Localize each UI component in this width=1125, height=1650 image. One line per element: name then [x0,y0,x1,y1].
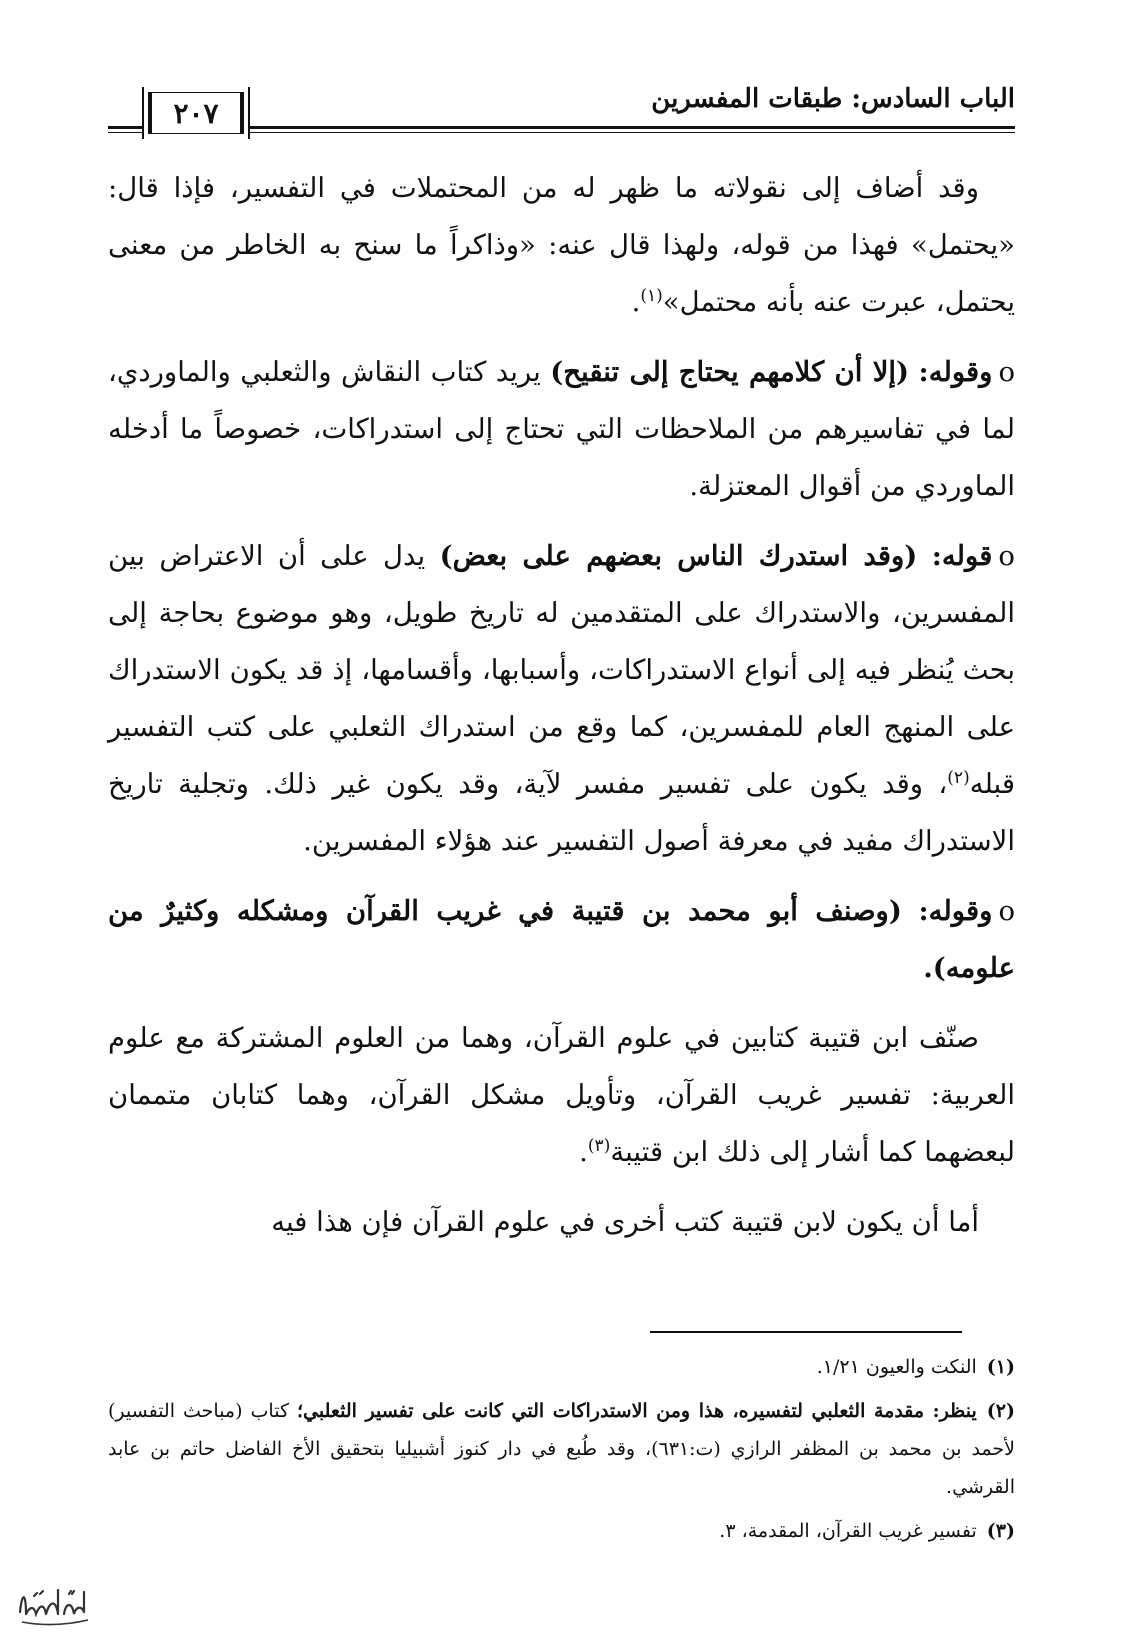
chapter-title: الباب السادس: طبقات المفسرين [651,84,1015,114]
page-number-frame [148,92,244,134]
footnote-2-head: ينظر: مقدمة الثعلبي لتفسيره، هذا ومن الاستدراكات التي كانت على تفسير الثعلبي؛ [297,1400,977,1422]
paragraph-6 [108,1194,1015,1251]
footnote-2-text: كتاب (مباحث التفسير) لأحمد بن محمد بن المظفر الرازي (ت:٦٣١)، وقد طُبع في دار كنوز أشبيليا بتحقيق الأخ الفاضل حاتم بن عابد القرشي. [108,1400,1015,1498]
footnote-2-number: (٢) [986,1400,1015,1422]
paragraph-1-end: . [631,286,641,318]
footnote-3-number: (٣) [986,1520,1015,1542]
header-rule-left-thick [108,126,142,129]
footnotes [108,1348,1015,1556]
footnote-2 [108,1392,1015,1506]
paragraph-4-quote: (وصنف أبو محمد بن قتيبة في غريب القرآن ومشكله وكثيرٌ من علومه). [108,895,1015,984]
paragraph-2-lead: وقوله: [918,356,993,388]
header-rule-thick [250,126,1015,129]
paragraph-3-quote: (وقد استدرك الناس بعضهم على بعض) [439,540,918,572]
header-rule-left-thin [108,132,142,133]
footnote-3 [108,1512,1015,1550]
paragraph-1-text: وقد أضاف إلى نقولاته ما ظهر له من المحتملات في التفسير، فإذا قال: «يحتمل» فهذا من قوله، ولهذا قال عنه: «وذاكراً ما سنح به الخاطر من معنى يحتمل، عبرت عنه بأنه محتمل» [108,172,1015,318]
paragraph-3-text-a: يدل على أن الاعتراض بين المفسرين، والاستدراك على المتقدمين له تاريخ طويل، وهو موضوع بحاجة إلى بحث يُنظر فيه إلى أنواع الاستدراكات، وأسبابها، وأقسامها، إذ قد يكون الاستدراك على المنهج العام للمفسرين، كما وقع من استدراك الثعلبي على كتب التفسير قبله [108,540,1015,800]
paragraph-3-text-b: ، وقد يكون على تفسير مفسر لآية، وقد يكون غير ذلك. وتجلية تاريخ الاستدراك مفيد في معرفة أصول التفسير عند هؤلاء المفسرين. [108,768,1015,857]
footnote-3-text: تفسير غريب القرآن، المقدمة، ٣. [719,1520,977,1542]
paragraph-2-text: يريد كتاب النقاش والثعلبي والماوردي، لما في تفاسيرهم من الملاحظات التي تحتاج إلى استدراكات، خصوصاً ما أدخله الماوردي من أقوال المعتزلة. [108,356,1015,502]
footnote-1 [108,1348,1015,1386]
footnote-ref-1: (١) [640,285,663,306]
paragraph-2-quote: (إلا أن كلامهم يحتاج إلى تنقيح) [550,356,910,388]
main-text [108,160,1015,1264]
page-number: ٢٠٧ [173,96,219,130]
almeshkat-logo-icon [14,1582,94,1632]
paragraph-4-lead: وقوله: [918,895,993,927]
running-header [108,80,1015,140]
paragraph-3-lead: قوله: [931,540,993,572]
bullet-icon: o [998,356,1016,388]
paragraph-5 [108,1010,1015,1181]
bullet-icon: o [998,895,1015,927]
footnote-ref-2: (٢) [947,767,970,788]
paragraph-1 [108,160,1015,331]
header-rule-thin [250,132,1015,133]
paragraph-6-text: أما أن يكون لابن قتيبة كتب أخرى في علوم القرآن فإن هذا فيه [271,1206,979,1238]
footnote-1-text: النكت والعيون ١/٢١. [816,1356,977,1378]
footnote-1-number: (١) [986,1356,1015,1378]
footnote-separator [650,1331,962,1333]
paragraph-2 [108,344,1015,515]
paragraph-5-end: . [579,1136,588,1168]
paragraph-3 [108,528,1015,870]
footnote-ref-3: (٣) [587,1135,611,1156]
bullet-icon: o [998,540,1015,572]
paragraph-5-text: صنّف ابن قتيبة كتابين في علوم القرآن، وهما من العلوم المشتركة مع علوم العربية: تفسير غريب القرآن، وتأويل مشكل القرآن، وهما كتابان متممان لبعضهما كما أشار إلى ذلك ابن قتيبة [108,1022,1015,1168]
paragraph-4 [108,883,1015,997]
